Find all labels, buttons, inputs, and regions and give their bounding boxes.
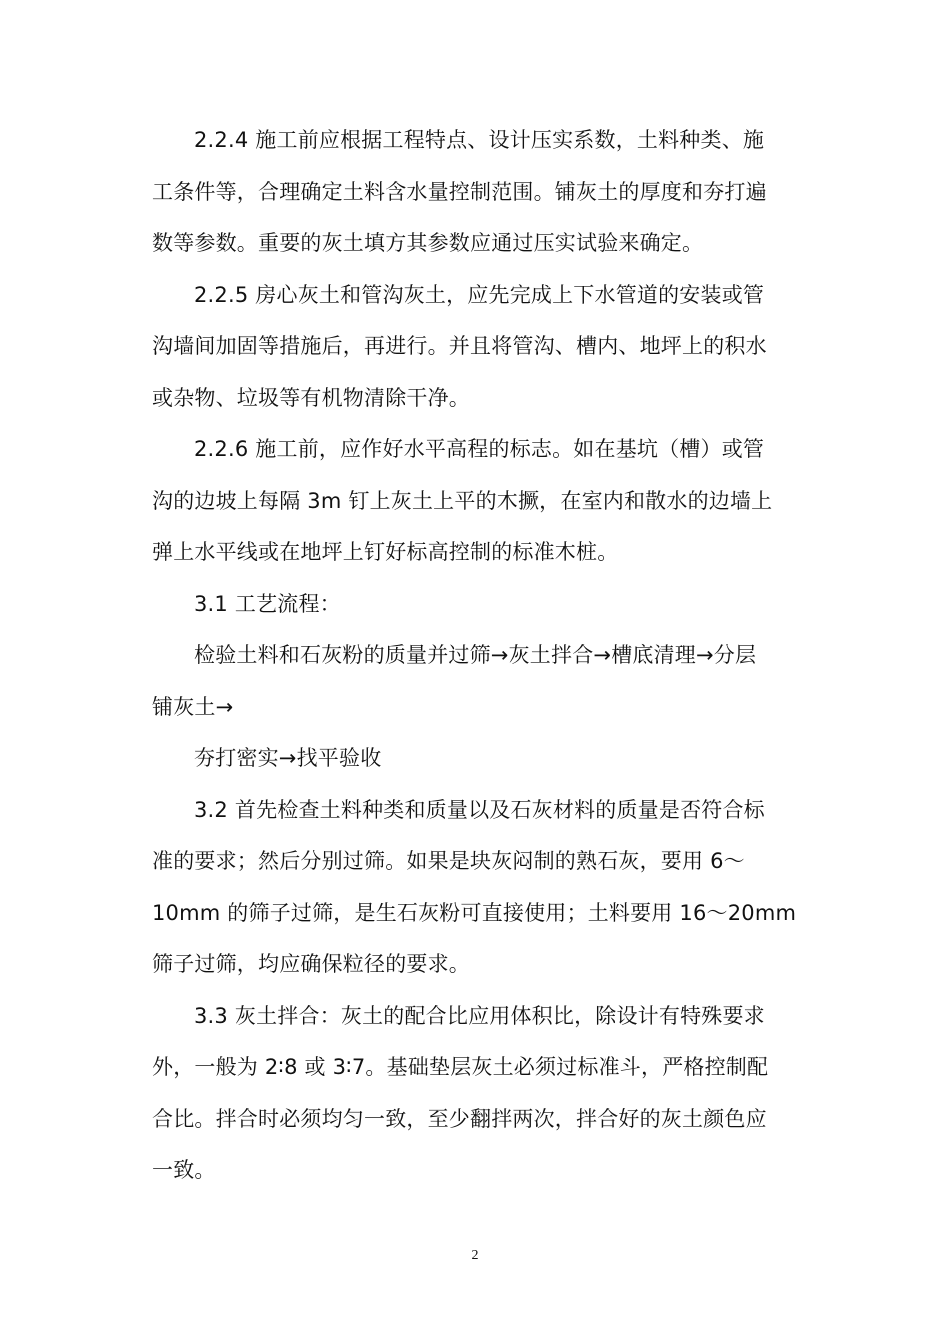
text-line: 2.2.6 施工前，应作好水平高程的标志。如在基坑（槽）或管 xyxy=(194,437,765,461)
text-line: 3.2 首先检查土料种类和质量以及石灰材料的质量是否符合标 xyxy=(194,798,765,822)
text-line: 沟墙间加固等措施后，再进行。并且将管沟、槽内、地坪上的积水 xyxy=(152,334,767,358)
text-line: 10mm 的筛子过筛，是生石灰粉可直接使用；土料要用 16～20mm xyxy=(152,901,797,925)
text-line: 检验土料和石灰粉的质量并过筛→灰土拌合→槽底清理→分层 xyxy=(194,643,757,667)
text-line: 铺灰土→ xyxy=(152,695,234,719)
text-line: 3.3 灰土拌合：灰土的配合比应用体积比，除设计有特殊要求 xyxy=(194,1004,765,1028)
text-line: 一致。 xyxy=(152,1158,216,1182)
text-line: 工条件等，合理确定土料含水量控制范围。铺灰土的厚度和夯打遍 xyxy=(152,180,767,204)
text-line: 合比。拌合时必须均匀一致，至少翻拌两次，拌合好的灰土颜色应 xyxy=(152,1107,767,1131)
text-line: 外，一般为 2∶8 或 3∶7。基础垫层灰土必须过标准斗，严格控制配 xyxy=(152,1055,769,1079)
text-line: 弹上水平线或在地坪上钉好标高控制的标准木桩。 xyxy=(152,540,619,564)
text-line: 2.2.5 房心灰土和管沟灰土，应先完成上下水管道的安装或管 xyxy=(194,283,765,307)
text-line: 或杂物、垃圾等有机物清除干净。 xyxy=(152,386,470,410)
text-line: 准的要求；然后分别过筛。如果是块灰闷制的熟石灰，要用 6～ xyxy=(152,849,745,873)
section-heading: 3.1 工艺流程： xyxy=(194,592,341,616)
text-line: 数等参数。重要的灰土填方其参数应通过压实试验来确定。 xyxy=(152,231,704,255)
text-line: 2.2.4 施工前应根据工程特点、设计压实系数，土料种类、施 xyxy=(194,128,765,152)
page-number: 2 xyxy=(471,1248,479,1263)
text-line: 夯打密实→找平验收 xyxy=(194,746,382,770)
text-line: 沟的边坡上每隔 3m 钉上灰土上平的木撅，在室内和散水的边墙上 xyxy=(152,489,773,513)
text-line: 筛子过筛，均应确保粒径的要求。 xyxy=(152,952,470,976)
